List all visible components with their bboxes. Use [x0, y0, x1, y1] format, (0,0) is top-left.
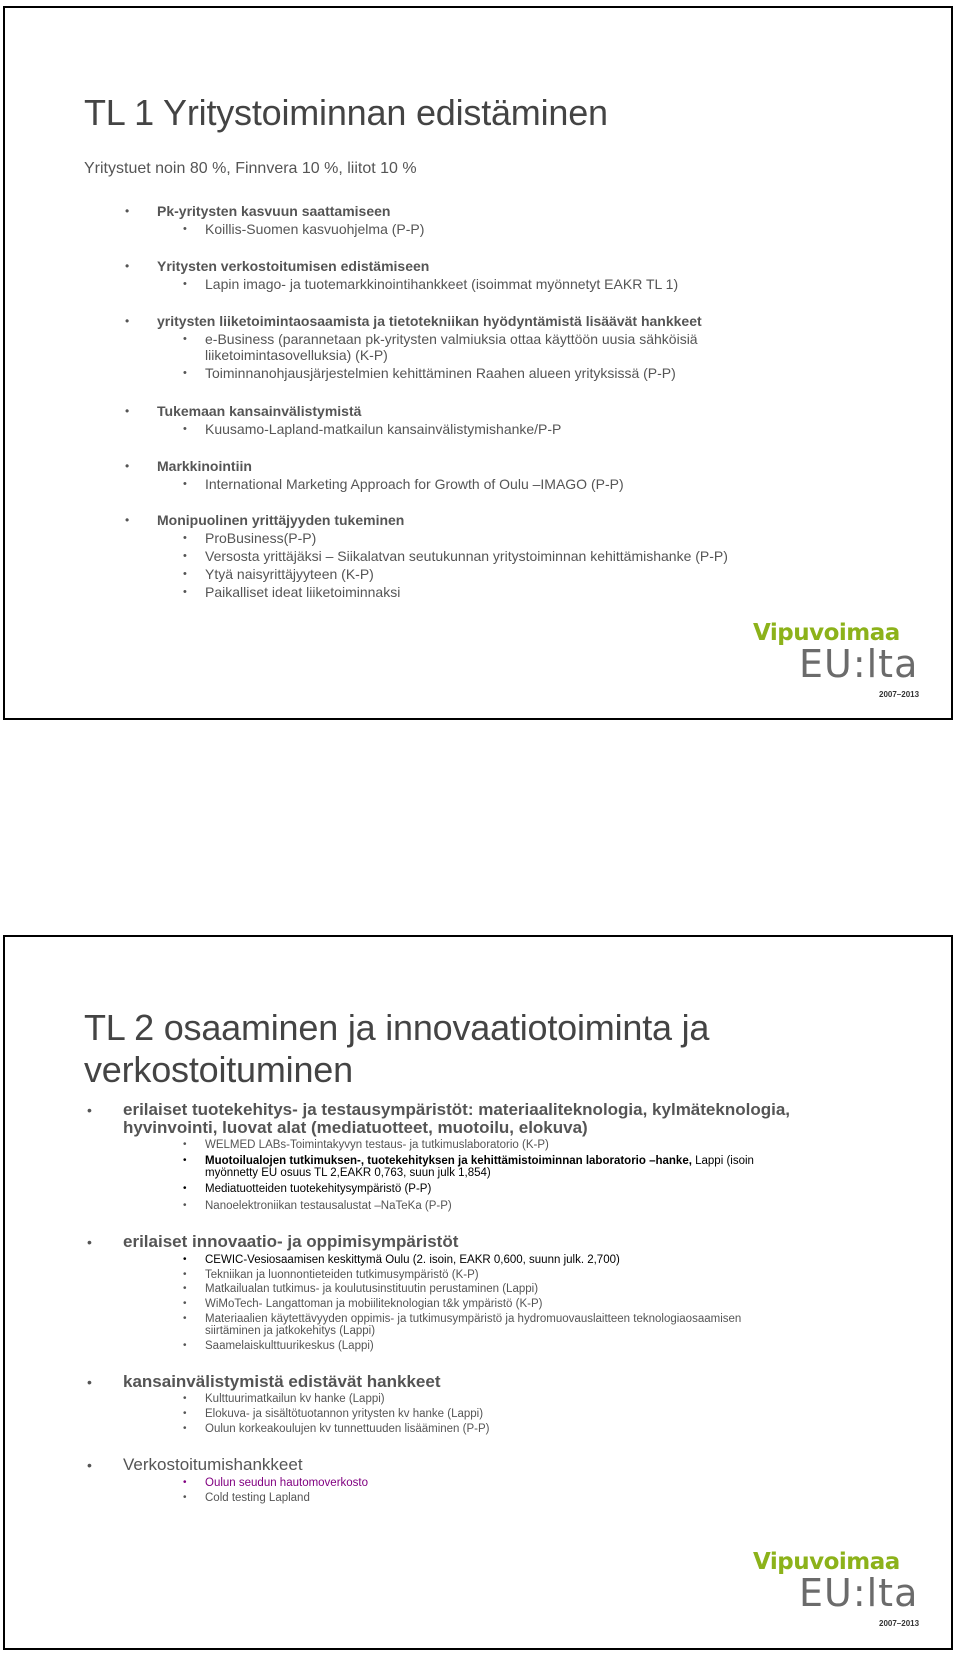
sub-bullet: • Kuusamo-Lapland-matkailun kansainvälistymishanke/P-P — [183, 421, 562, 437]
bullet: • erilaiset tuotekehitys- ja testausympäristöt: materiaaliteknologia, kylmäteknologia, — [87, 1100, 790, 1119]
sub-bullet: • Materiaalien käytettävyyden oppimis- ja tutkimusympäristö ja hydromuovauslaitteen teknologiaosaamisen — [183, 1313, 742, 1325]
sub-bullet-continued: myönnetty EU osuus TL 2,EAKR 0,763, suun julk 1,854) — [205, 1167, 491, 1179]
slide-1 — [3, 6, 953, 720]
sub-bullet: • Ytyä naisyrittäjyyteen (K-P) — [183, 566, 374, 582]
sub-bullet: • Muotoilualojen tutkimuksen-, tuotekehityksen ja kehittämistoiminnan laboratorio –hanke, Lappi (isoin — [183, 1155, 754, 1167]
sub-bullet: • Versosta yrittäjäksi – Siikalatvan seutukunnan yritystoiminnan kehittämishanke (P-P) — [183, 548, 728, 564]
sub-bullet: • Koillis-Suomen kasvuohjelma (P-P) — [183, 221, 425, 237]
sub-bullet-continued: liiketoimintasovelluksia) (K-P) — [205, 347, 388, 363]
sub-bullet: • Tekniikan ja luonnontieteiden tutkimusympäristö (K-P) — [183, 1269, 479, 1281]
sub-bullet-continued: siirtäminen ja jatkokehitys (Lappi) — [205, 1325, 376, 1337]
sub-bullet: • WELMED LABs-Toimintakyvyn testaus- ja tutkimuslaboratorio (K-P) — [183, 1139, 549, 1151]
sub-bullet: • WiMoTech- Langattoman ja mobiiliteknologian t&k ympäristö (K-P) — [183, 1298, 543, 1310]
bullet: • Verkostoitumishankkeet — [87, 1455, 303, 1474]
sub-bullet: • Kulttuurimatkailun kv hanke (Lappi) — [183, 1393, 385, 1405]
sub-bullet: • Paikalliset ideat liiketoiminnaksi — [183, 584, 401, 600]
sub-bullet: • Saamelaiskulttuurikeskus (Lappi) — [183, 1340, 374, 1352]
bullet: • Pk-yritysten kasvuun saattamiseen — [125, 203, 391, 219]
sub-bullet: • Matkailualan tutkimus- ja koulutusinstituutin perustaminen (Lappi) — [183, 1283, 539, 1295]
sub-bullet: • International Marketing Approach for Growth of Oulu –IMAGO (P-P) — [183, 476, 624, 492]
slide-title: TL 2 osaaminen ja innovaatiotoiminta ja verkostoituminen — [84, 1007, 710, 1090]
slide-title: TL 1 Yritystoiminnan edistäminen — [84, 92, 608, 133]
bullet: • yritysten liiketoimintaosaamista ja tietotekniikan hyödyntämistä lisäävät hankkeet — [125, 313, 702, 329]
sub-bullet: • Oulun seudun hautomoverkosto — [183, 1477, 369, 1489]
slide-2 — [3, 935, 953, 1650]
bullet: • Tukemaan kansainvälistymistä — [125, 403, 362, 419]
vipuvoimaa-eu-logo: Vipuvoimaa EU:lta 2007–2013 — [753, 620, 920, 699]
sub-bullet: • Elokuva- ja sisältötuotannon yritysten kv hanke (Lappi) — [183, 1408, 484, 1420]
sub-bullet: • CEWIC-Vesiosaamisen keskittymä Oulu (2. isoin, EAKR 0,600, suunn julk. 2,700) — [183, 1254, 620, 1266]
sub-bullet: • Mediatuotteiden tuotekehitysympäristö (P-P) — [183, 1183, 432, 1195]
sub-bullet: • Cold testing Lapland — [183, 1492, 310, 1504]
bullet-continued: hyvinvointi, luovat alat (mediatuotteet, muotoilu, elokuva) — [123, 1118, 588, 1137]
sub-bullet: • Oulun korkeakoulujen kv tunnettuuden lisääminen (P-P) — [183, 1423, 490, 1435]
sub-bullet: • e-Business (parannetaan pk-yritysten valmiuksia ottaa käyttöön uusia sähköisiä — [183, 331, 698, 347]
bullet: • Monipuolinen yrittäjyyden tukeminen — [125, 512, 405, 528]
sub-bullet: • Nanoelektroniikan testausalustat –NaTeKa (P-P) — [183, 1200, 452, 1212]
bullet: • kansainvälistymistä edistävät hankkeet — [87, 1372, 441, 1391]
bullet: • Markkinointiin — [125, 458, 252, 474]
sub-bullet: • Lapin imago- ja tuotemarkkinointihankkeet (isoimmat myönnetyt EAKR TL 1) — [183, 276, 679, 292]
slide-subtitle: Yritystuet noin 80 %, Finnvera 10 %, liitot 10 % — [84, 160, 417, 177]
bullet: • Yritysten verkostoitumisen edistämiseen — [125, 258, 430, 274]
vipuvoimaa-eu-logo: Vipuvoimaa EU:lta 2007–2013 — [753, 1549, 920, 1628]
sub-bullet: • ProBusiness(P-P) — [183, 530, 317, 546]
sub-bullet: • Toiminnanohjausjärjestelmien kehittäminen Raahen alueen yrityksissä (P-P) — [183, 365, 676, 381]
bullet: • erilaiset innovaatio- ja oppimisympäristöt — [87, 1232, 459, 1251]
